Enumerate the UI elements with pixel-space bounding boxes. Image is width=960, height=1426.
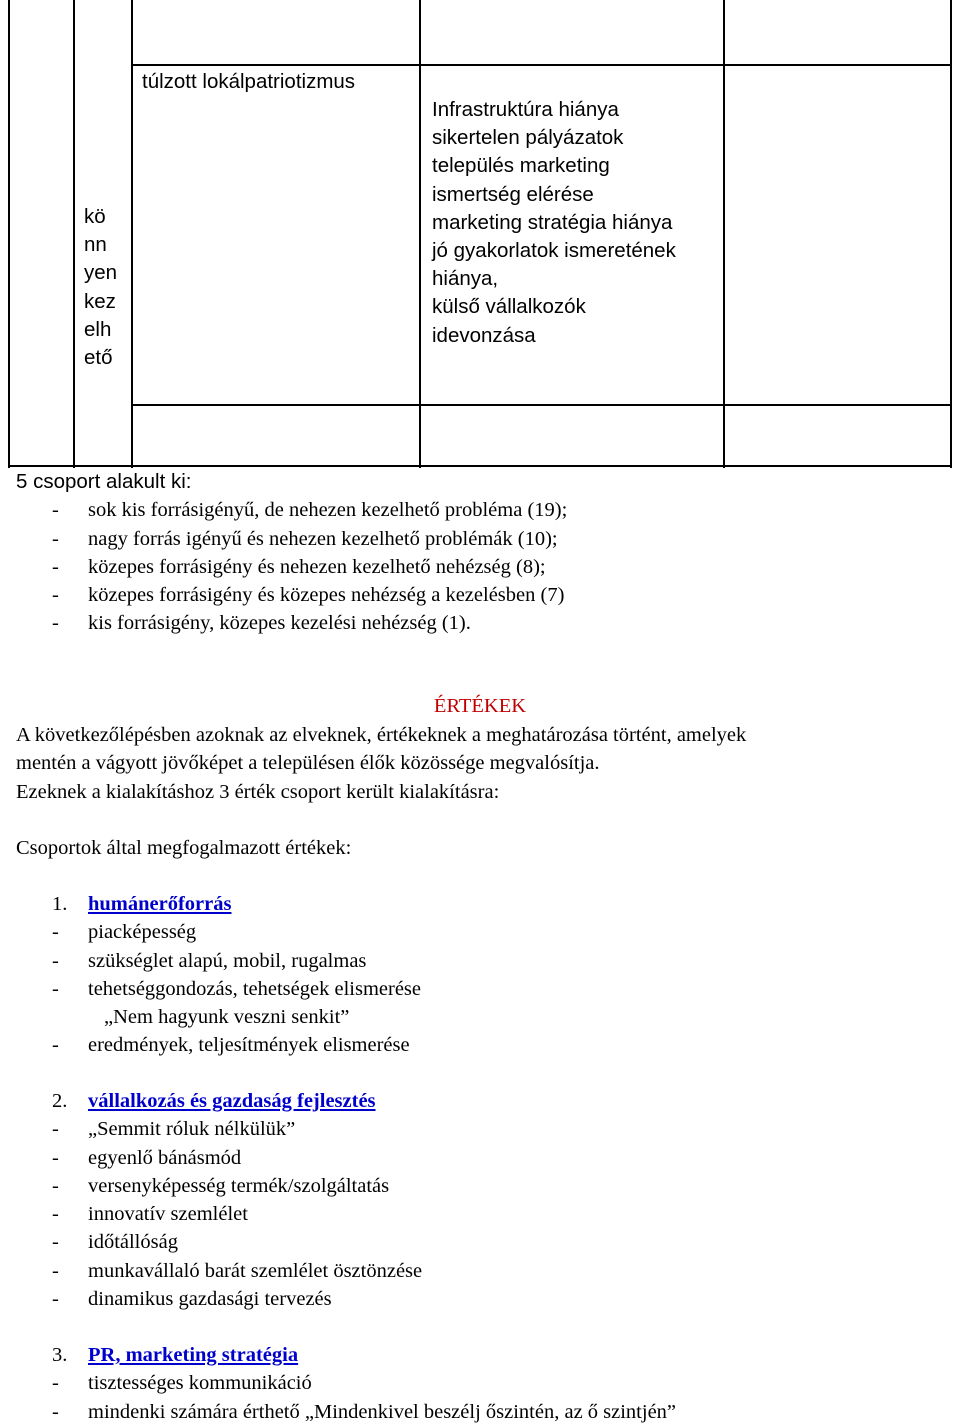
list-item: [16, 1031, 946, 1059]
value-group-1: [16, 890, 946, 1060]
list-item: [16, 975, 946, 1003]
dash-bullet: -: [52, 1034, 59, 1057]
list-item: [16, 1172, 946, 1200]
list-item-text: kis forrásigény, közepes kezelési nehézség (1).: [88, 612, 471, 635]
list-item-text: tehetséggondozás, tehetségek elismerése: [88, 977, 421, 1000]
dash-bullet: -: [52, 1203, 59, 1226]
narrow-cell-line: ető: [84, 346, 113, 370]
table-border: [73, 0, 75, 468]
list-item-text: időtállóság: [88, 1231, 178, 1254]
groups-block: [16, 468, 946, 638]
table-cell-line: idevonzása: [432, 323, 536, 347]
dash-bullet: -: [52, 1146, 59, 1169]
narrow-cell-line: yen: [84, 261, 118, 285]
groups-label-block: [16, 834, 946, 862]
groups-label: Csoportok által megfogalmazott értékek:: [16, 837, 352, 859]
table-border-right: [950, 0, 952, 468]
table-cell-line: sikertelen pályázatok: [432, 126, 624, 150]
table-cell-line: marketing stratégia hiánya: [432, 210, 673, 234]
value-group-heading: [16, 1341, 946, 1369]
dash-bullet: -: [52, 1372, 59, 1395]
list-item: [16, 918, 946, 946]
value-group-title: vállalkozás és gazdaság fejlesztés: [88, 1090, 376, 1112]
list-item: [16, 1115, 946, 1143]
list-item-text: mindenki számára érthető „Mindenkivel beszélj őszintén, az ő szintjén”: [88, 1400, 677, 1423]
values-intro-paragraph: [16, 721, 946, 806]
dash-bullet: -: [52, 977, 59, 1000]
value-group-2: [16, 1087, 946, 1313]
list-item-text: közepes forrásigény és közepes nehézség a kezelésben (7): [88, 584, 565, 607]
table-border: [419, 0, 421, 468]
table-border-bottom: [8, 465, 952, 467]
table-fragment: [0, 0, 960, 468]
narrow-cell-line: kö: [84, 205, 106, 228]
paragraph-line: mentén a vágyott jövőképet a településen élők közössége megvalósítja.: [16, 752, 600, 775]
groups-intro: 5 csoport alakult ki:: [16, 470, 192, 493]
list-item: [16, 1144, 946, 1172]
list-item: [16, 525, 946, 553]
narrow-cell-text: [84, 203, 117, 372]
table-border-left: [8, 0, 10, 468]
list-item: [16, 1200, 946, 1228]
list-item-text: egyenlő bánásmód: [88, 1146, 242, 1169]
list-item-text: piacképesség: [88, 921, 197, 944]
paragraph-line: Ezeknek a kialakításhoz 3 érték csoport került kialakításra:: [16, 780, 500, 803]
value-group-title: PR, marketing stratégia: [88, 1344, 299, 1366]
list-item: [16, 553, 946, 581]
dash-bullet: -: [52, 1174, 59, 1197]
list-item: [16, 581, 946, 609]
list-item-text: szükséglet alapú, mobil, rugalmas: [88, 949, 367, 972]
dash-bullet: -: [52, 1400, 59, 1423]
value-group-number: 1.: [52, 893, 68, 915]
list-item-text: nagy forrás igényű és nehezen kezelhető problémák (10);: [88, 527, 558, 550]
table-cell-line: település marketing: [432, 154, 610, 178]
list-item-text: sok kis forrásigényű, de nehezen kezelhető probléma (19);: [88, 499, 568, 522]
dash-bullet: -: [52, 1118, 59, 1141]
table-cell-col2: túlzott lokálpatriotizmus: [142, 70, 356, 93]
table-border: [131, 0, 133, 468]
table-cell-line: hiánya,: [432, 267, 499, 291]
table-row-border: [131, 64, 952, 66]
table-cell-line: Infrastruktúra hiánya: [432, 98, 619, 121]
list-item-text: tisztességes kommunikáció: [88, 1372, 312, 1395]
list-item: [16, 496, 946, 524]
narrow-cell-line: elh: [84, 317, 112, 341]
list-item-text: eredmények, teljesítmények elismerése: [88, 1034, 410, 1057]
value-group-number: 3.: [52, 1344, 68, 1366]
list-item: [16, 609, 946, 637]
table-border: [723, 0, 725, 468]
dash-bullet: -: [52, 921, 59, 944]
list-item-text: közepes forrásigény és nehezen kezelhető nehézség (8);: [88, 555, 546, 578]
section-heading: ÉRTÉKEK: [433, 695, 527, 717]
narrow-cell-line: kez: [84, 289, 116, 313]
list-item: [16, 1285, 946, 1313]
dash-bullet: -: [52, 527, 59, 550]
value-group-number: 2.: [52, 1090, 68, 1112]
value-group-heading: [16, 890, 946, 918]
quote-line: „Nem hagyunk veszni senkit”: [104, 1006, 350, 1029]
dash-bullet: -: [52, 584, 59, 607]
list-item: [16, 1257, 946, 1285]
list-item-text: munkavállaló barát szemlélet ösztönzése: [88, 1259, 423, 1282]
dash-bullet: -: [52, 555, 59, 578]
paragraph-line: A következőlépésben azoknak az elveknek, értékeknek a meghatározása történt, amelyek: [16, 724, 747, 746]
dash-bullet: -: [52, 499, 59, 522]
value-group-title: humánerőforrás: [88, 893, 232, 915]
value-group-heading: [16, 1087, 946, 1115]
table-row-border: [131, 404, 952, 406]
list-item: [16, 947, 946, 975]
dash-bullet: -: [52, 949, 59, 972]
list-item-text: dinamikus gazdasági tervezés: [88, 1288, 332, 1311]
table-cell-line: jó gyakorlatok ismeretének: [432, 239, 676, 263]
list-item: [16, 1398, 946, 1426]
list-item: [16, 1228, 946, 1256]
table-cell-line: külső vállalkozók: [432, 295, 586, 319]
table-cell-col3: [432, 96, 676, 350]
table-cell-line: ismertség elérése: [432, 182, 594, 206]
narrow-cell-line: nn: [84, 233, 107, 257]
list-item-text: versenyképesség termék/szolgáltatás: [88, 1174, 390, 1197]
value-group-3: [16, 1341, 946, 1426]
dash-bullet: -: [52, 612, 59, 635]
dash-bullet: -: [52, 1288, 59, 1311]
list-item-text: innovatív szemlélet: [88, 1203, 248, 1226]
dash-bullet: -: [52, 1259, 59, 1282]
list-item-text: „Semmit róluk nélkülük”: [88, 1118, 296, 1141]
list-item: [16, 1369, 946, 1397]
dash-bullet: -: [52, 1231, 59, 1254]
